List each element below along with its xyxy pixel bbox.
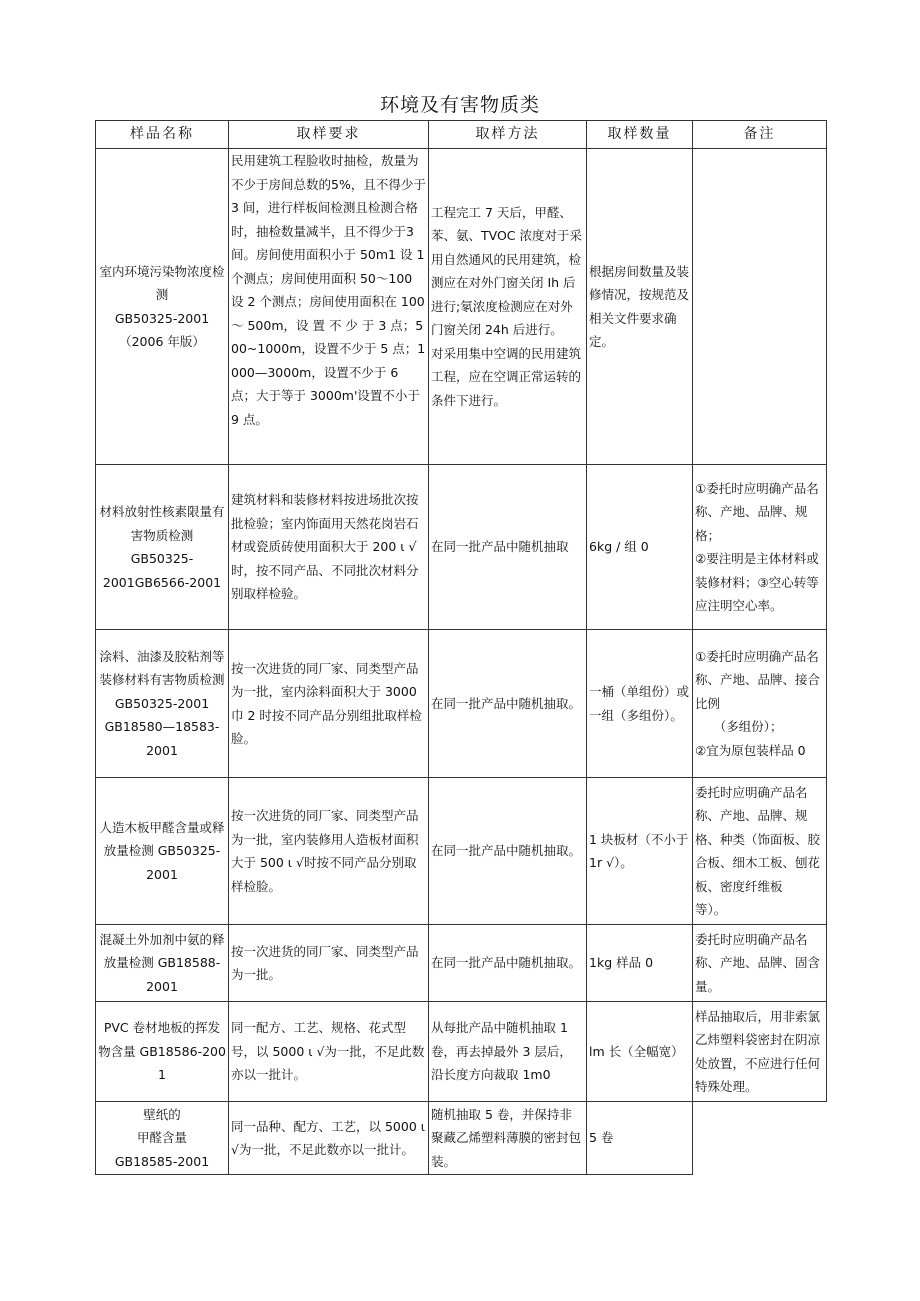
quantity-cell: 6kg / 组 0 [587,465,693,630]
sample-name-cell: 壁纸的 甲醛含量 GB18585-2001 [96,1102,229,1175]
method-cell: 在同一批产品中随机抽取。 [429,778,587,925]
quantity-cell: 1 块板材（不小于 1r √）。 [587,778,693,925]
table-row [96,465,827,630]
remark-cell: ①委托时应明确产品名称、产地、品牌、接合比例 （多组份）； ②宜为原包装样品 0 [693,630,827,778]
requirement-cell: 按一次进货的同厂家、同类型产品为一批，室内涂料面积大于 3000 巾 2 时按不同产品分别组批取样检脸。 [229,630,429,778]
quantity-cell: 根据房间数量及装修情况，按规范及相关文件要求确定。 [587,149,693,465]
sample-name-cell: PVC 卷材地板的挥发物含量 GB18586-2001 [96,1002,229,1102]
quantity-cell: 5 卷 [587,1102,693,1175]
header-sample-name: 样品名称 [96,121,229,149]
quantity-cell: 一桶（单组份）或一组（多组份）。 [587,630,693,778]
remark-cell: 委托时应明确产品名称、产地、品牌、固含量。 [693,925,827,1002]
requirement-cell: 同一品种、配方、工艺，以 5000 ι √为一批，不足此数亦以一批计。 [229,1102,429,1175]
method-cell: 在同一批产品中随机抽取 [429,465,587,630]
remark-cell: 样品抽取后，用非索氯乙炜塑料袋密封在阴凉处放置，不应进行任何特殊处理。 [693,1002,827,1102]
remark-cell [693,149,827,465]
quantity-cell: 1kg 样品 0 [587,925,693,1002]
requirement-cell: 按一次进货的同厂家、同类型产品为一批。 [229,925,429,1002]
header-requirement: 取样要求 [229,121,429,149]
quantity-cell: lm 长（全幅宽） [587,1002,693,1102]
sample-name-cell: 室内环境污染物浓度检测 GB50325-2001 （2006 年版） [96,149,229,465]
sampling-table [95,120,827,1175]
sample-name-cell: 混凝土外加剂中氨的释放量检测 GB18588- 2001 [96,925,229,1002]
requirement-cell: 建筑材料和装修材料按进场批次按批检验；室内饰面用天然花岗岩石材或瓷质砖使用面积大于 200 ι √时，按不同产品、不同批次材料分别取样检验。 [229,465,429,630]
method-cell: 工程完工 7 天后，甲醛、苯、氨、TVOC 浓度对于采用自然通风的民用建筑，检测应在对外门窗关闭 Ih 后进行;氡浓度检测应在对外门窗关闭 24h 后进行。 对采用集中空调的民用建筑工程，应在空调正常运转的条件下进行。 [429,149,587,465]
method-cell: 随机抽取 5 卷，并保持非聚藏乙烯塑料薄膜的密封包装。 [429,1102,587,1175]
table-row [96,778,827,925]
remark-cell [693,1102,827,1175]
remark-cell: ①委托时应明确产品名称、产地、品牌、规格； ②要注明是主体材料或装修材料；③空心转等应注明空心率。 [693,465,827,630]
requirement-cell: 按一次进货的同厂家、同类型产品为一批，室内装修用人造板材面积大于 500 ι √时按不同产品分别取样检脸。 [229,778,429,925]
header-method: 取样方法 [429,121,587,149]
requirement-cell: 民用建筑工程脸收时抽检，敖量为不少于房间总数的5%，且不得少于3 间，进行样板间检测且检测合格时，抽检数量减半，且不得少于3间。房间使用面积小于 50m1 设 1 个测点；房间使用面积 50～100 设 2 个测点；房间使用面积在 100～ 500m，设 置 不 少 于 3 点；500~1000m，设置不少于 5 点；1000—3000m，设置不少于 6 点；大于等于 3000m'设置不小于 9 点。 [229,149,429,465]
method-cell: 在同一批产品中随机抽取。 [429,925,587,1002]
sample-name-cell: 人造木板甲醛含量或释放量检测 GB50325- 2001 [96,778,229,925]
sample-name-cell: 涂料、油漆及胶粘剂等装修材料有害物质检测 GB50325-2001 GB18580—18583- 2001 [96,630,229,778]
table-header-row [96,121,827,149]
table-row [96,1102,827,1175]
sample-name-cell: 材料放射性核素限量有害物质检测 GB50325- 2001GB6566-2001 [96,465,229,630]
table-row [96,149,827,465]
page-title: 环境及有害物质类 [379,94,540,116]
table-row [96,925,827,1002]
method-cell: 从每批产品中随机抽取 1 卷，再去掉最外 3 层后，沿长度方向裁取 1m0 [429,1002,587,1102]
method-cell: 在同一批产品中随机抽取。 [429,630,587,778]
header-remark: 备注 [693,121,827,149]
header-quantity: 取样数量 [587,121,693,149]
remark-cell: 委托时应明确产品名称、产地、品牌、规格、种类（饰面板、胶合板、细木工板、刨花板、密度纤维板 等）。 [693,778,827,925]
requirement-cell: 同一配方、工艺、规格、花式型号，以 5000 ι √为一批，不足此数亦以一批计。 [229,1002,429,1102]
table-row [96,630,827,778]
table-row [96,1002,827,1102]
